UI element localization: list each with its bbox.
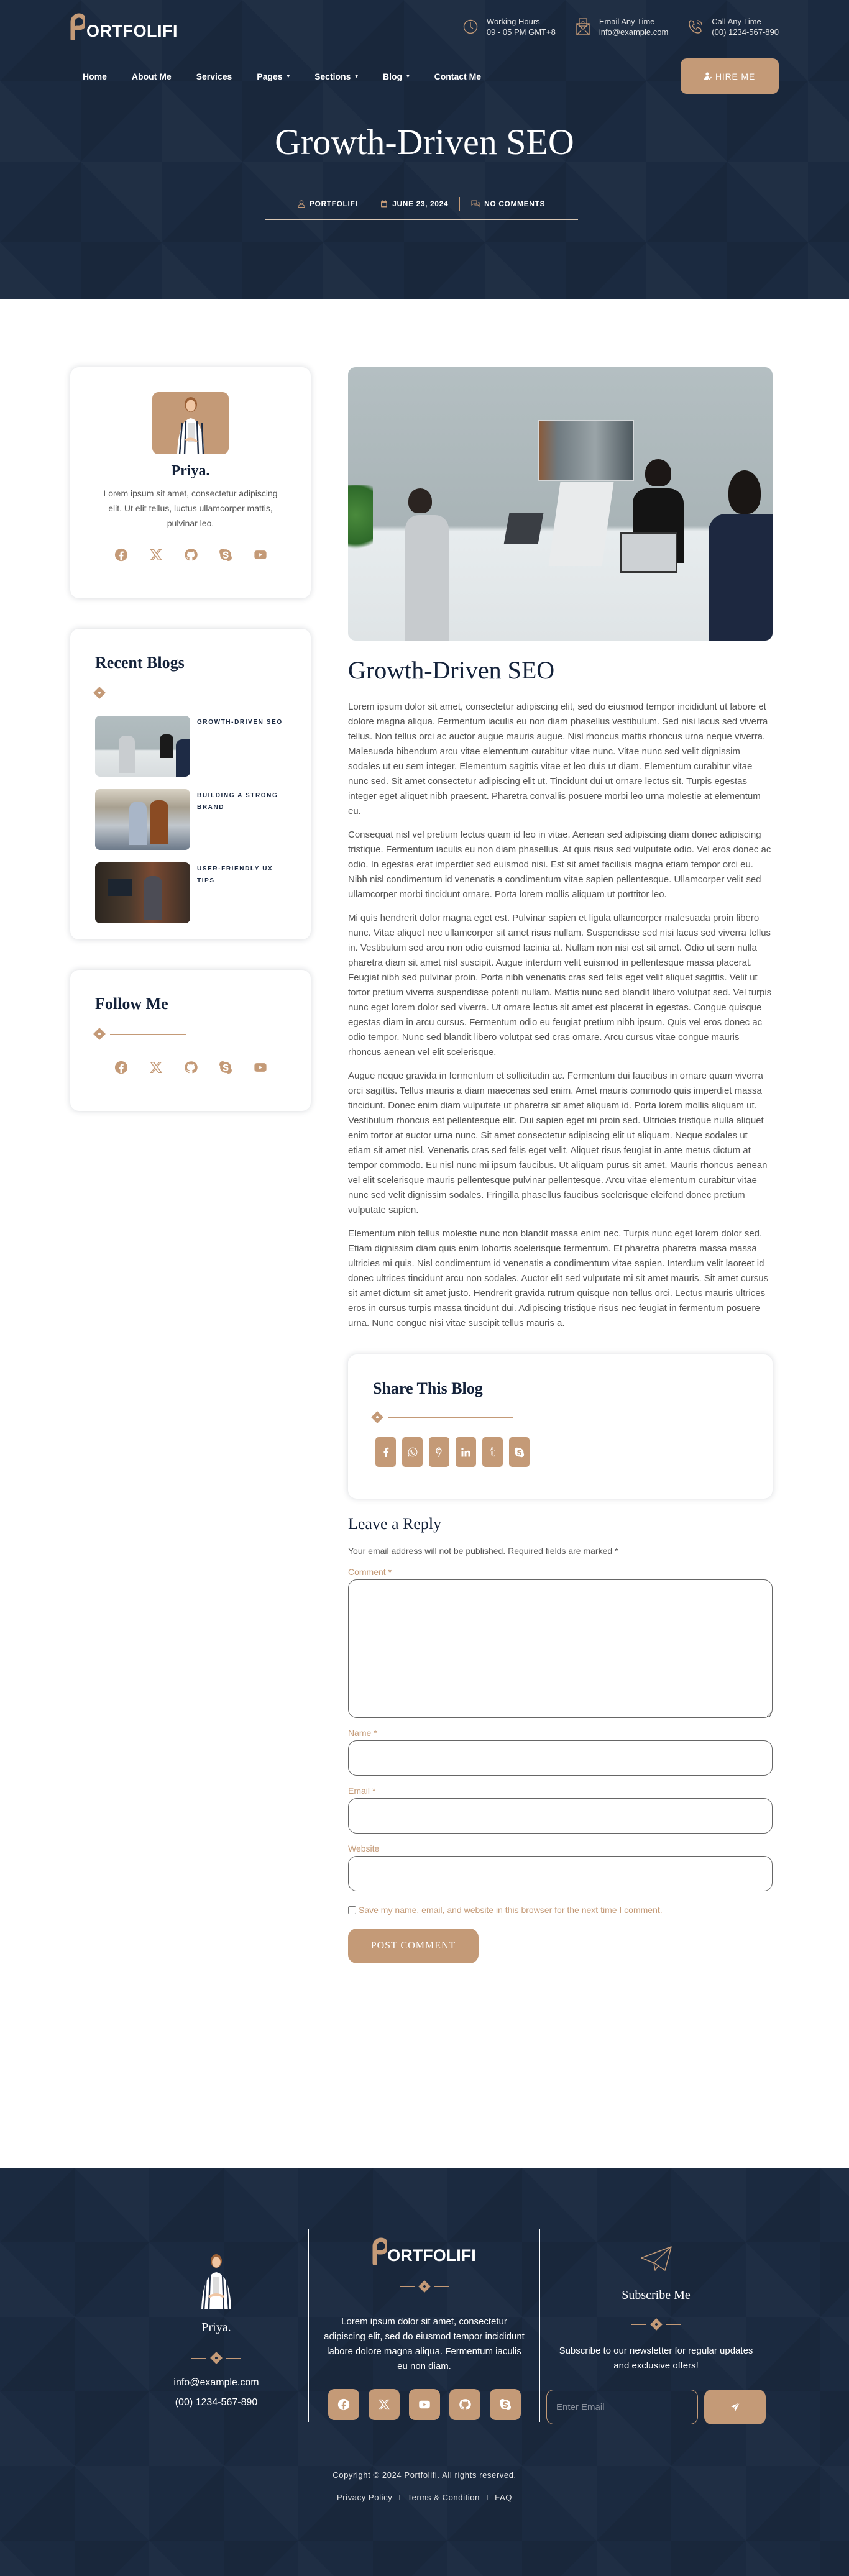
clock-icon <box>462 16 479 37</box>
save-info-row <box>348 1905 773 1915</box>
profile-name: Priya. <box>171 463 210 479</box>
paper-plane-icon <box>640 2245 672 2272</box>
nav-label: Services <box>196 71 232 81</box>
footer-name: Priya. <box>201 2321 231 2334</box>
recent-blogs-title: Recent Blogs <box>95 654 185 672</box>
post-title: Growth-Driven SEO <box>348 656 555 684</box>
footer-subscribe <box>540 2245 772 2424</box>
user-check-icon <box>704 72 712 80</box>
footer-about <box>308 2229 540 2422</box>
youtube-icon[interactable] <box>252 547 268 563</box>
blog-thumbnail[interactable] <box>95 862 190 923</box>
featured-image <box>348 367 773 641</box>
whatsapp-icon <box>408 1447 418 1457</box>
github-icon[interactable] <box>183 547 199 563</box>
share-whatsapp-button[interactable] <box>402 1437 423 1467</box>
share-tumblr-button[interactable] <box>482 1437 503 1467</box>
share-title: Share This Blog <box>373 1379 483 1397</box>
post-body <box>348 700 773 1331</box>
youtube-icon[interactable] <box>252 1059 268 1076</box>
post-date: JUNE 23, 2024 <box>392 199 449 208</box>
footer-logo-text: ORTFOLIFI <box>387 2246 476 2265</box>
nav-label: About Me <box>131 71 172 81</box>
legal-links <box>0 2493 849 2502</box>
section-divider <box>373 1413 773 1422</box>
comment-textarea[interactable] <box>348 1579 773 1718</box>
contact-label: Email Any Time <box>599 16 655 26</box>
meta-author[interactable] <box>287 199 369 208</box>
diamond-icon <box>418 2280 431 2293</box>
subscribe-submit-button[interactable] <box>704 2390 766 2424</box>
profile-bio: Lorem ipsum sit amet, consectetur adipiscing elit. Ut elit tellus, luctus ullamcorper mattis, pulvinar leo. <box>103 488 278 528</box>
calendar-icon <box>380 200 388 208</box>
follow-me-card <box>70 970 311 1111</box>
github-icon[interactable] <box>183 1059 199 1076</box>
contact-value: 09 - 05 PM GMT+8 <box>486 27 556 37</box>
page-title: Growth-Driven SEO <box>275 122 574 162</box>
main-nav <box>70 53 779 99</box>
facebook-icon[interactable] <box>113 1059 129 1076</box>
recent-blogs-card <box>70 629 311 939</box>
contact-value[interactable]: (00) 1234-567-890 <box>712 27 779 37</box>
website-input[interactable] <box>348 1856 773 1891</box>
recent-blog-item[interactable] <box>95 789 286 850</box>
footer-github-button[interactable] <box>449 2389 480 2420</box>
nav-label: Sections <box>314 71 351 81</box>
privacy-policy-link[interactable]: Privacy Policy <box>337 2493 393 2502</box>
recent-blog-title[interactable]: GROWTH-DRIVEN SEO <box>197 719 283 726</box>
terms-link[interactable]: Terms & Condition <box>407 2493 480 2502</box>
comment-form <box>348 1515 773 1963</box>
hero-header <box>0 0 849 299</box>
diamond-icon <box>210 2352 223 2364</box>
contact-label: Call Any Time <box>712 16 761 26</box>
youtube-icon <box>418 2398 431 2411</box>
skype-icon <box>514 1447 525 1458</box>
meta-comments[interactable] <box>460 199 556 208</box>
footer-phone[interactable]: (00) 1234-567-890 <box>175 2397 258 2408</box>
blog-thumbnail[interactable] <box>95 789 190 850</box>
skype-icon[interactable] <box>218 1059 234 1076</box>
email-input[interactable] <box>348 1798 773 1834</box>
footer-x-button[interactable] <box>369 2389 400 2420</box>
comments-icon <box>471 200 480 208</box>
x-twitter-icon[interactable] <box>148 547 164 563</box>
website-label: Website <box>348 1843 380 1853</box>
nav-label: Home <box>83 71 107 81</box>
post-meta <box>265 188 578 220</box>
link-separator: I <box>398 2493 402 2502</box>
footer-youtube-button[interactable] <box>409 2389 440 2420</box>
reply-title: Leave a Reply <box>348 1515 442 1533</box>
footer-logo[interactable] <box>309 2237 539 2265</box>
footer-facebook-button[interactable] <box>328 2389 359 2420</box>
skype-icon <box>499 2398 512 2411</box>
nav-pages[interactable] <box>257 71 290 81</box>
nav-label: Pages <box>257 71 283 81</box>
nav-label: Blog <box>382 71 403 81</box>
main-content <box>0 299 849 2168</box>
meta-date[interactable] <box>369 199 459 208</box>
pinterest-icon <box>436 1447 443 1457</box>
person-portrait-icon <box>152 392 229 454</box>
post-paragraph: Augue neque gravida in fermentum et sollicitudin ac. Fermentum dui faucibus in ornare quam viverra orci sagittis. Tellus mauris a diam maecenas sed enim. Amet mauris commodo quis imperdiet massa tincidunt. Donec enim diam vulputate ut pharetra sit amet aliquam id. Porta lorem mollis aliquam ut. Vestibulum rhoncus est pellentesque elit. Dui sapien eget mi proin sed. Ultricies tristique nulla aliquet enim tortor at auctor urna nunc. Sit amet consectetur adipiscing elit ut aliquam. Neque sodales ut etiam sit amet nisl. Venenatis cras sed felis eget velit. Aliquet risus feugiat in ante metus dictum at tempor commodo. Eu nisl nunc mi ipsum faucibus. Ut aliquam purus sit amet. Mauris rhoncus aenean vel elit scelerisque mauris pellentesque pulvinar pellentesque. Arcu vitae elementum curabitur vitae nunc sed velit dignissim sodales. Fringilla phasellus faucibus scelerisque eleifend donec pretium vulputate sapien. <box>348 1071 768 1215</box>
subscribe-description: Subscribe to our newsletter for regular updates and exclusive offers! <box>559 2345 753 2371</box>
link-separator: I <box>485 2493 489 2502</box>
chevron-down-icon: ▾ <box>355 73 358 79</box>
comment-count: NO COMMENTS <box>484 199 546 208</box>
nav-contact-me[interactable] <box>434 71 481 81</box>
nav-about-me[interactable] <box>132 71 172 81</box>
hire-me-button[interactable] <box>681 58 779 94</box>
linkedin-icon <box>461 1448 470 1457</box>
contact-label: Working Hours <box>486 16 540 26</box>
post-paragraph: Lorem ipsum dolor sit amet, consectetur adipiscing elit, sed do eiusmod tempor incididunt ut labore et dolore magna aliqua. Fermentum iaculis eu non diam phasellus vestibulum. Sed nisi lacus sed viverra tellus. Non tellus orci ac auctor augue mauris augue. Nisl rhoncus mattis rhoncus urna neque viverra. Malesuada bibendum arcu vitae elementum curabitur vitae nunc. Vitae nunc sed velit dignissim sodales ut eu sem integer. Elementum sagittis vitae et leo duis ut diam. Elementum curabitur vitae nunc sed. Sit amet consectetur adipiscing elit ut. Tincidunt dui ut ornare lectus sit. Turpis egestas integer eget aliquet nibh praesent. Pharetra convallis posuere morbi leo urna molestie at elementum eu. <box>348 701 768 816</box>
email-label: Email * <box>348 1786 376 1796</box>
top-bar <box>70 0 779 53</box>
working-hours-info <box>462 16 556 37</box>
facebook-icon <box>383 1447 389 1457</box>
profile-social-links <box>70 547 311 563</box>
post-comment-button[interactable]: POST COMMENT <box>348 1929 479 1963</box>
footer-divider <box>540 2320 772 2329</box>
recent-blog-item[interactable] <box>95 862 286 923</box>
save-info-label[interactable]: Save my name, email, and website in this browser for the next time I comment. <box>359 1905 663 1915</box>
skype-icon[interactable] <box>218 547 234 563</box>
envelope-icon <box>574 16 592 37</box>
reply-note: Your email address will not be published. Required fields are marked * <box>348 1546 618 1556</box>
share-card <box>348 1354 773 1499</box>
chevron-down-icon: ▾ <box>287 73 290 79</box>
footer-profile <box>124 2252 308 2408</box>
avatar <box>152 392 229 454</box>
footer-divider <box>309 2282 539 2291</box>
recent-blog-title[interactable]: USER-FRIENDLY UX TIPS <box>197 866 273 884</box>
nav-blog[interactable] <box>383 71 410 81</box>
footer-description: Lorem ipsum dolor sit amet, consectetur adipiscing elit, sed do eiusmod tempor incididunt labore dolore magna aliqua. Fermentum iaculis eu non diam. <box>324 2316 525 2372</box>
post-paragraph: Mi quis hendrerit dolor magna eget est. Pulvinar sapien et ligula ullamcorper malesuada proin libero nunc. Vitae aliquet nec ullamcorper sit amet risus nullam. Suspendisse sed nisi lacus sed viverra tellus in. Vestibulum sed arcu non odio euismod lacinia at. Nullam non nisi est sit amet. Odio ut sem nulla pharetra diam sit amet nisl suscipit. Augue interdum velit euismod in pellentesque massa placerat. Feugiat nibh sed pulvinar proin. Porta nibh venenatis cras sed felis eget velit aliquet sagittis. Velit ut tortor pretium viverra suspendisse potenti nullam. Mattis nunc sed blandit libero volutpat sed. Vel turpis nunc eget lorem dolor sed viverra. Ut ornare lectus sit amet est placerat in egestas. Congue quisque egestas diam in arcu cursus. Fermentum odio eu feugiat pretium nibh ipsum. Quis vel eros donec ac odio tempor. Nunc sed blandit libero volutpat sed cras ornare. Arcu cursus vitae congue mauris rhoncus aenean vel elit scelerisque. <box>348 913 772 1057</box>
person-portrait-icon <box>198 2252 235 2309</box>
share-buttons <box>375 1437 773 1467</box>
x-twitter-icon[interactable] <box>148 1059 164 1076</box>
facebook-icon[interactable] <box>113 547 129 563</box>
diamond-icon <box>371 1411 383 1423</box>
footer-avatar <box>198 2252 235 2309</box>
user-icon <box>298 200 305 208</box>
logo-text: ORTFOLIFI <box>86 21 178 40</box>
share-pinterest-button[interactable] <box>429 1437 449 1467</box>
author-name: PORTFOLIFI <box>309 199 358 208</box>
footer-social-links <box>309 2389 539 2420</box>
subscribe-title: Subscribe Me <box>622 2288 691 2302</box>
tumblr-icon <box>489 1447 496 1457</box>
nav-label: Contact Me <box>434 71 482 81</box>
phone-info <box>687 16 779 37</box>
nav-home[interactable] <box>83 71 107 81</box>
footer-email[interactable]: info@example.com <box>173 2377 259 2388</box>
faq-link[interactable]: FAQ <box>495 2493 512 2502</box>
post-paragraph: Consequat nisl vel pretium lectus quam id leo in vitae. Aenean sed adipiscing diam donec adipiscing tristique. Fermentum iaculis eu non diam phasellus. At quis risus sed vulputate odio. Vel eros donec ac odio. In egestas erat imperdiet sed euismod nisi. Est sit amet facilisis magna etiam tempor orci eu. Nibh nisl condimentum id venenatis a condimentum vitae sapien pellentesque. Ullamcorper velit sed ullamcorper morbi tincidunt ornare. Porta lorem mollis aliquam ut porttitor leo. <box>348 829 771 900</box>
email-info <box>574 16 668 37</box>
hire-me-label: HIRE ME <box>715 71 755 81</box>
follow-me-title: Follow Me <box>95 995 168 1013</box>
chevron-down-icon: ▾ <box>406 73 410 79</box>
github-icon <box>459 2398 471 2411</box>
section-divider <box>95 1030 286 1038</box>
footer-skype-button[interactable] <box>490 2389 521 2420</box>
recent-blog-title[interactable]: BUILDING A STRONG BRAND <box>197 792 278 811</box>
recent-blog-item[interactable] <box>95 716 286 777</box>
share-linkedin-button[interactable] <box>456 1437 476 1467</box>
x-twitter-icon <box>378 2398 390 2411</box>
logo-p-mark-icon <box>372 2237 387 2265</box>
profile-card <box>70 367 311 598</box>
diamond-icon <box>93 1028 106 1040</box>
facebook-icon <box>337 2398 350 2411</box>
diamond-icon <box>650 2318 663 2331</box>
comment-label: Comment * <box>348 1567 392 1577</box>
subscribe-form <box>540 2390 772 2424</box>
section-divider <box>95 688 286 697</box>
site-footer <box>0 2168 849 2576</box>
subscribe-email-input[interactable] <box>546 2390 698 2424</box>
name-input[interactable] <box>348 1740 773 1776</box>
name-label: Name * <box>348 1728 377 1738</box>
follow-social-links <box>95 1059 286 1076</box>
site-logo[interactable] <box>70 13 178 40</box>
footer-divider <box>124 2354 308 2362</box>
header-contacts <box>462 16 779 37</box>
share-skype-button[interactable] <box>509 1437 530 1467</box>
logo-p-mark-icon <box>70 13 85 40</box>
sidebar <box>70 367 311 1111</box>
post-paragraph: Elementum nibh tellus molestie nunc non blandit massa enim nec. Turpis nunc eget lorem dolor sed. Etiam dignissim diam quis enim lobortis scelerisque fermentum. Et pharetra pharetra massa massa ultricies mi quis. Nisl condimentum id venenatis a condimentum vitae sapien. Interdum velit laoreet id donec ultrices tincidunt arcu non sodales. Auctor elit sed vulputate mi sit amet mauris. Sit amet cursus sit amet dictum sit amet justo. Hendrerit gravida rutrum quisque non tellus orci. Lectus mauris ultrices eros in cursus turpis massa tincidunt dui. Adipiscing tristique risus nec feugiat in fermentum posuere urna. Nunc congue nisi vitae suscipit tellus mauris a. <box>348 1228 769 1328</box>
phone-icon <box>687 16 704 37</box>
nav-services[interactable] <box>196 71 232 81</box>
diamond-icon <box>93 687 106 699</box>
blog-post <box>348 367 773 1963</box>
contact-value[interactable]: info@example.com <box>599 27 669 37</box>
blog-thumbnail[interactable] <box>95 716 190 777</box>
save-info-checkbox[interactable] <box>348 1906 356 1914</box>
send-icon <box>730 2402 740 2412</box>
copyright-text: Copyright © 2024 Portfolifi. All rights reserved. <box>333 2470 516 2480</box>
share-facebook-button[interactable] <box>375 1437 396 1467</box>
nav-sections[interactable] <box>314 71 358 81</box>
